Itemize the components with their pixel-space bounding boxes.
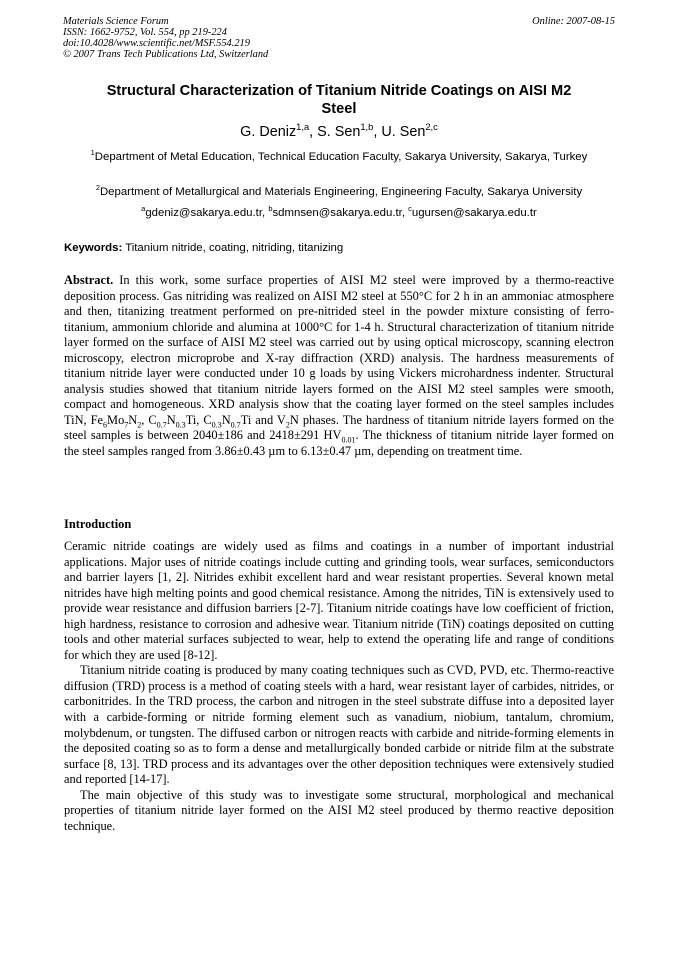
email-link[interactable]: sdmnsen@sakarya.edu.tr [272, 207, 402, 219]
abstract-text-2: phases. The hardness of titanium nitride layers formed on the steel samples is between 2040±186 and 2418±291 HV [64, 412, 614, 443]
email-link[interactable]: ugursen@sakarya.edu.tr [411, 207, 537, 219]
affiliation-2 [64, 184, 614, 200]
keywords-text: Titanium nitride, coating, nitriding, titanizing [125, 242, 344, 254]
email-list: $^a$gdeniz@sakarya.edu.tr, $^b$sdmnsen@sakarya.edu.tr, $^c$ugursen@sakarya.edu.tr [141, 204, 537, 219]
author-name: G. Deniz [240, 124, 297, 140]
intro-paragraph: Ceramic nitride coatings are widely used as films and coatings in a number of important industrial applications. Major uses of nitride coatings include cutting and grinding tools, wear surfaces, semiconductors and barrier layers [1, 2]. Nitrides exhibit excellent hard and wear resistant properties. Several known metal nitrides have high melting points and good chemical resistance. Among the nitrides, TiN is extensively used to provide wear resistance and diffusion barriers [2-7]. Titanium nitride coatings have low coefficient of friction, high hardness, resistance to corrosion and adhesive wear. Titanium nitride (TiN) coatings deposited on cutting tools and other material surfaces subjected to wear, help to extend the operating life and range of conditions for which they are used [8-12]. [64, 539, 614, 662]
abstract [64, 273, 614, 460]
affiliation-number: 1 [90, 148, 95, 158]
intro-paragraph: Titanium nitride coating is produced by many coating techniques such as CVD, PVD, etc. Thermo-reactive diffusion (TRD) process is a method of coating steels with a hard, wear resistant layer of carbides, nitrides, or carbonitrides. In the TRD process, the carbon and nitrogen in the steel substrate diffuse into a deposited layer with a carbide-forming or nitride forming element such as vanadium, niobium, tantalum, chromium, molybdenum, or tungsten. The diffused carbon or nitrogen reacts with carbide and nitride-forming elements in the deposited coating so as to form a dense and metallurgically bonded carbide or nitride film at the substrate surface [8, 13]. TRD process and its advantages over the other deposition techniques were extensively studied and reported [14-17]. [64, 663, 614, 787]
journal-name: Materials Science Forum [63, 16, 169, 27]
author-name: U. Sen [381, 124, 426, 140]
email-sup: a [141, 204, 146, 214]
affiliation-number: 2 [95, 183, 100, 193]
intro-paragraph: The main objective of this study was to investigate some structural, morphological and mechanical properties of titanium nitride layer formed on the AISI M2 steel produced by thermo reactive deposition technique. [64, 787, 614, 833]
affiliation-1 [64, 149, 614, 165]
author-sup: 2,c [425, 122, 438, 133]
keywords-line [64, 241, 614, 256]
journal-header [63, 16, 268, 60]
author-sup: 1,a [296, 122, 310, 133]
hv-subscript: 0.01 [341, 435, 356, 445]
introduction-body [64, 539, 614, 834]
abstract-label: Abstract. [64, 273, 114, 287]
author-name: S. Sen [317, 124, 361, 140]
keywords-label: Keywords: [64, 242, 123, 254]
online-date: Online: 2007-08-15 [532, 16, 615, 27]
affiliation-text: Department of Metallurgical and Materials Engineering, Engineering Faculty, Sakarya University [99, 186, 583, 198]
author-sup: 1,b [360, 122, 374, 133]
author-list: G. Deniz$^{1,a}$, S. Sen$^{1,b}$, U. Sen$^{2,c}$ [240, 122, 438, 140]
paper-title [64, 82, 614, 118]
introduction-heading: Introduction [64, 517, 132, 531]
title-line-1: Structural Characterization of Titanium Nitride Coatings on AISI M2 [106, 83, 572, 99]
email-sup: c [408, 204, 412, 214]
title-line-2: Steel [321, 101, 357, 117]
copyright-line: © 2007 Trans Tech Publications Ltd, Switzerland [63, 49, 269, 60]
email-sup: b [268, 204, 273, 214]
affiliation-text: Department of Metal Education, Technical Education Faculty, Sakarya University, Sakarya, Turkey [94, 151, 588, 163]
doi-line: doi:10.4028/www.scientific.net/MSF.554.219 [63, 38, 250, 49]
email-link[interactable]: gdeniz@sakarya.edu.tr [145, 207, 263, 219]
abstract-text-1: In this work, some surface properties of AISI M2 steel were improved by a thermo-reactive deposition process. Gas nitriding was realized on AISI M2 steel at 550°C for 2 h in an ammoniac atmosphere and then, titanizing treatment performed on pre-nitrided steel in the powder mixture consisting of ferro-titanium, ammonium chloride and alumina at 1000°C for 1-4 h. Structural characterization of titanium nitride layer formed on the surface of AISI M2 steel was carried out by using optical microscopy, scanning electron microscopy, electron microprobe and X-ray diffraction (XRD) analysis. The hardness measurements of titanium nitride layer were conducted under 10 g loads by using Vickers microhardness indenter. Structural analysis studies showed that titanium nitride layers formed on the AISI M2 steel samples were smooth, compact and homogeneous. XRD analysis show that the coating layer formed on the steel samples includes TiN, [64, 273, 614, 427]
issn-line: ISSN: 1662-9752, Vol. 554, pp 219-224 [63, 27, 227, 38]
abstract-phases: $Fe_6Mo_7N_2$, $C_{0.7}N_{0.3}Ti$, $C_{0.3}N_{0.7}Ti$ and $V_2N$ [90, 412, 299, 430]
abstract-text-3: . The thickness of titanium nitride layer formed on the steel samples ranged from 3.86±0.43 µm to 6.13±0.47 µm, depending on treatment time. [64, 428, 614, 459]
